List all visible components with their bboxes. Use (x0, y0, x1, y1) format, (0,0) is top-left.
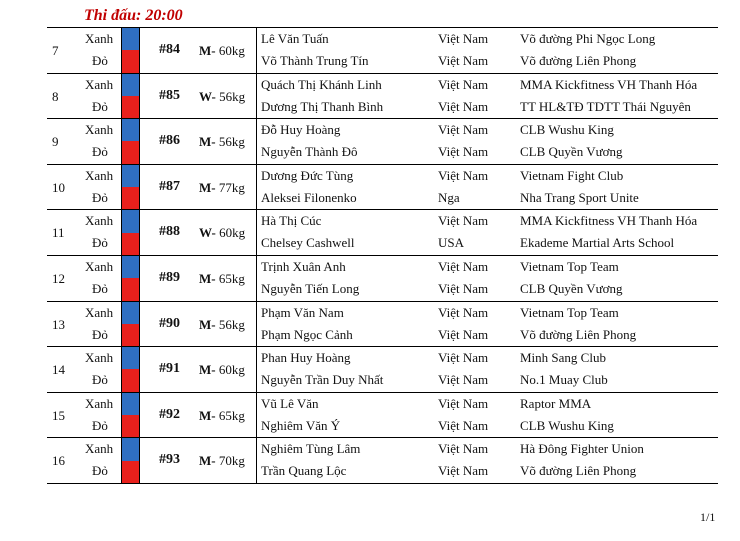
corner-blue-label: Xanh (85, 122, 114, 138)
fighter-red-nation: Việt Nam (438, 326, 489, 342)
weight-class (199, 224, 245, 241)
weight-value: 60kg (218, 43, 245, 58)
weight-value: 77kg (218, 179, 245, 195)
blue-corner-swatch (122, 302, 139, 324)
fighter-red-nation: Việt Nam (438, 280, 489, 296)
corner-red-label: Đỏ (92, 326, 108, 342)
weight-class (199, 179, 245, 196)
fighter-blue-club: MMA Kickfitness VH Thanh Hóa (520, 213, 698, 229)
weight-value: 60kg (219, 225, 246, 241)
match-number: 16 (52, 453, 65, 469)
match-row (47, 302, 718, 348)
corner-color-bar (121, 165, 140, 210)
blue-corner-swatch (122, 74, 139, 96)
fighter-blue-nation: Việt Nam (438, 258, 489, 274)
fighter-red-nation: Việt Nam (438, 372, 489, 388)
fighter-blue-club: Vietnam Top Team (520, 258, 619, 274)
fighter-blue-nation: Việt Nam (438, 167, 489, 183)
weight-gender: M- (199, 179, 216, 195)
fighter-blue-nation: Việt Nam (438, 31, 489, 46)
red-corner-swatch (122, 415, 139, 437)
fighter-blue-club: Minh Sang Club (520, 350, 606, 366)
fighter-red-club: No.1 Muay Club (520, 372, 608, 388)
column-divider (256, 210, 257, 255)
match-number: 12 (52, 270, 65, 286)
fighter-red-name: Dương Thị Thanh Bình (261, 98, 384, 114)
fighter-red-name: Chelsey Cashwell (261, 235, 355, 251)
corner-blue-label: Xanh (85, 31, 114, 46)
weight-class (199, 407, 245, 424)
fighter-blue-name: Phạm Văn Nam (261, 304, 344, 320)
bout-number: #86 (159, 133, 180, 149)
match-row (47, 74, 718, 120)
fighter-red-club: Ekademe Martial Arts School (520, 235, 675, 251)
weight-gender: M- (199, 362, 216, 378)
fighter-red-nation: Việt Nam (438, 144, 489, 160)
red-corner-swatch (122, 96, 139, 118)
fighter-red-nation: Nga (438, 189, 460, 205)
blue-corner-swatch (122, 347, 139, 369)
fighter-red-nation: USA (438, 235, 465, 251)
fighter-red-name: Trần Quang Lộc (261, 463, 347, 479)
fighter-red-name: Nguyễn Thành Đô (261, 144, 358, 160)
weight-class (199, 452, 245, 469)
fighter-red-nation: Việt Nam (438, 53, 489, 68)
page-number: 1/1 (700, 510, 716, 524)
match-table (47, 27, 718, 484)
red-corner-swatch (122, 50, 139, 72)
corner-blue-label: Xanh (85, 258, 114, 274)
weight-gender: M- (199, 407, 216, 423)
bout-number: #87 (159, 178, 180, 194)
match-number: 14 (52, 362, 65, 378)
weight-value: 70kg (218, 453, 245, 469)
weight-gender: W- (199, 225, 216, 241)
fighter-blue-name: Lê Văn Tuấn (261, 31, 329, 46)
match-number: 15 (52, 407, 65, 423)
blue-corner-swatch (122, 210, 139, 232)
blue-corner-swatch (122, 393, 139, 415)
bout-number: #93 (159, 452, 180, 468)
corner-red-label: Đỏ (92, 417, 108, 433)
fighter-blue-club: Hà Đông Fighter Union (520, 441, 644, 457)
column-divider (256, 302, 257, 347)
weight-value: 65kg (218, 407, 245, 423)
weight-gender: W- (199, 88, 216, 104)
corner-color-bar (121, 347, 140, 392)
match-number: 8 (52, 88, 59, 104)
bout-number: #89 (159, 269, 180, 285)
corner-red-label: Đỏ (92, 53, 108, 68)
fighter-blue-name: Dương Đức Tùng (261, 167, 354, 183)
match-number: 11 (52, 225, 65, 241)
fighter-red-club: CLB Quyền Vương (520, 280, 623, 296)
fighter-blue-name: Nghiêm Tùng Lâm (261, 441, 361, 457)
weight-class (199, 42, 245, 59)
column-divider (256, 74, 257, 119)
corner-blue-label: Xanh (85, 304, 114, 320)
column-divider (256, 28, 257, 73)
fighter-blue-name: Trịnh Xuân Anh (261, 258, 346, 274)
weight-gender: M- (199, 134, 216, 150)
fighter-blue-nation: Việt Nam (438, 304, 489, 320)
corner-red-label: Đỏ (92, 280, 108, 296)
red-corner-swatch (122, 187, 139, 209)
fighter-red-club: TT HL&TĐ TDTT Thái Nguyên (520, 98, 691, 114)
red-corner-swatch (122, 461, 139, 483)
fighter-red-name: Võ Thành Trung Tín (261, 53, 369, 68)
blue-corner-swatch (122, 119, 139, 141)
match-row (47, 210, 718, 256)
corner-color-bar (121, 438, 140, 483)
fighter-red-club: Nha Trang Sport Unite (520, 189, 639, 205)
column-divider (256, 119, 257, 164)
bout-number: #92 (159, 406, 180, 422)
blue-corner-swatch (122, 28, 139, 50)
weight-gender: M- (199, 270, 216, 286)
match-number: 7 (52, 43, 59, 58)
weight-value: 60kg (218, 362, 245, 378)
corner-color-bar (121, 302, 140, 347)
bout-number: #88 (159, 224, 180, 240)
fighter-blue-name: Phan Huy Hoàng (261, 350, 351, 366)
bout-number: #91 (159, 361, 180, 377)
match-row (47, 28, 718, 74)
corner-color-bar (121, 28, 140, 73)
weight-value: 65kg (218, 270, 245, 286)
weight-gender: M- (199, 316, 216, 332)
corner-red-label: Đỏ (92, 235, 108, 251)
corner-color-bar (121, 210, 140, 255)
corner-blue-label: Xanh (85, 350, 114, 366)
bout-number: #85 (159, 87, 180, 103)
fighter-red-nation: Việt Nam (438, 98, 489, 114)
red-corner-swatch (122, 369, 139, 391)
fighter-blue-nation: Việt Nam (438, 213, 489, 229)
fighter-red-name: Phạm Ngọc Cảnh (261, 326, 353, 342)
weight-value: 56kg (219, 88, 246, 104)
match-row (47, 119, 718, 165)
fighter-red-club: CLB Wushu King (520, 417, 614, 433)
fighter-red-name: Nghiêm Văn Ý (261, 417, 341, 433)
red-corner-swatch (122, 324, 139, 346)
fighter-red-nation: Việt Nam (438, 463, 489, 479)
column-divider (256, 393, 257, 438)
red-corner-swatch (122, 278, 139, 300)
red-corner-swatch (122, 233, 139, 255)
weight-gender: M- (199, 453, 216, 469)
fighter-red-club: CLB Quyền Vương (520, 144, 623, 160)
match-number: 10 (52, 179, 65, 195)
column-divider (256, 165, 257, 210)
corner-blue-label: Xanh (85, 441, 114, 457)
corner-color-bar (121, 256, 140, 301)
fighter-blue-club: CLB Wushu King (520, 122, 614, 138)
blue-corner-swatch (122, 438, 139, 460)
fighter-red-name: Aleksei Filonenko (261, 189, 357, 205)
fighter-blue-name: Hà Thị Cúc (261, 213, 322, 229)
weight-gender: M- (199, 43, 216, 58)
corner-red-label: Đỏ (92, 189, 108, 205)
match-number: 9 (52, 134, 59, 150)
bout-number: #84 (159, 42, 180, 57)
fighter-blue-name: Quách Thị Khánh Linh (261, 76, 382, 92)
corner-blue-label: Xanh (85, 76, 114, 92)
corner-red-label: Đỏ (92, 98, 108, 114)
corner-color-bar (121, 119, 140, 164)
match-row (47, 256, 718, 302)
match-number: 13 (52, 316, 65, 332)
weight-value: 56kg (218, 316, 245, 332)
fighter-blue-club: Raptor MMA (520, 395, 592, 411)
match-row (47, 165, 718, 211)
fighter-red-club: Võ đường Liên Phong (520, 53, 637, 68)
corner-red-label: Đỏ (92, 144, 108, 160)
corner-red-label: Đỏ (92, 463, 108, 479)
column-divider (256, 256, 257, 301)
corner-blue-label: Xanh (85, 167, 114, 183)
red-corner-swatch (122, 141, 139, 163)
fighter-blue-name: Vũ Lê Văn (261, 395, 319, 411)
blue-corner-swatch (122, 256, 139, 278)
fighter-blue-nation: Việt Nam (438, 76, 489, 92)
fighter-blue-club: Vietnam Top Team (520, 304, 619, 320)
weight-class (199, 361, 245, 378)
fighter-red-name: Nguyễn Trần Duy Nhất (261, 372, 384, 388)
corner-red-label: Đỏ (92, 372, 108, 388)
column-divider (256, 347, 257, 392)
corner-color-bar (121, 393, 140, 438)
match-row (47, 393, 718, 439)
weight-class (199, 316, 245, 333)
corner-blue-label: Xanh (85, 395, 114, 411)
fighter-blue-club: Vietnam Fight Club (520, 167, 624, 183)
fighter-blue-club: Võ đường Phi Ngọc Long (520, 31, 656, 46)
corner-color-bar (121, 74, 140, 119)
weight-class (199, 133, 245, 150)
fighter-blue-nation: Việt Nam (438, 441, 489, 457)
fighter-blue-nation: Việt Nam (438, 350, 489, 366)
fighter-red-club: Võ đường Liên Phong (520, 326, 637, 342)
fighter-red-club: Võ đường Liên Phong (520, 463, 637, 479)
bout-number: #90 (159, 315, 180, 331)
fighter-blue-nation: Việt Nam (438, 395, 489, 411)
fighter-red-name: Nguyễn Tiến Long (261, 280, 360, 296)
schedule-title: Thi đấu: 20:00 (84, 7, 183, 24)
weight-class (199, 270, 245, 287)
weight-value: 56kg (218, 134, 245, 150)
match-row (47, 438, 718, 484)
blue-corner-swatch (122, 165, 139, 187)
column-divider (256, 438, 257, 483)
match-row (47, 347, 718, 393)
weight-class (199, 88, 245, 105)
fighter-blue-club: MMA Kickfitness VH Thanh Hóa (520, 76, 698, 92)
fighter-blue-name: Đỗ Huy Hoàng (261, 122, 341, 138)
fighter-blue-nation: Việt Nam (438, 122, 489, 138)
fighter-red-nation: Việt Nam (438, 417, 489, 433)
corner-blue-label: Xanh (85, 213, 114, 229)
